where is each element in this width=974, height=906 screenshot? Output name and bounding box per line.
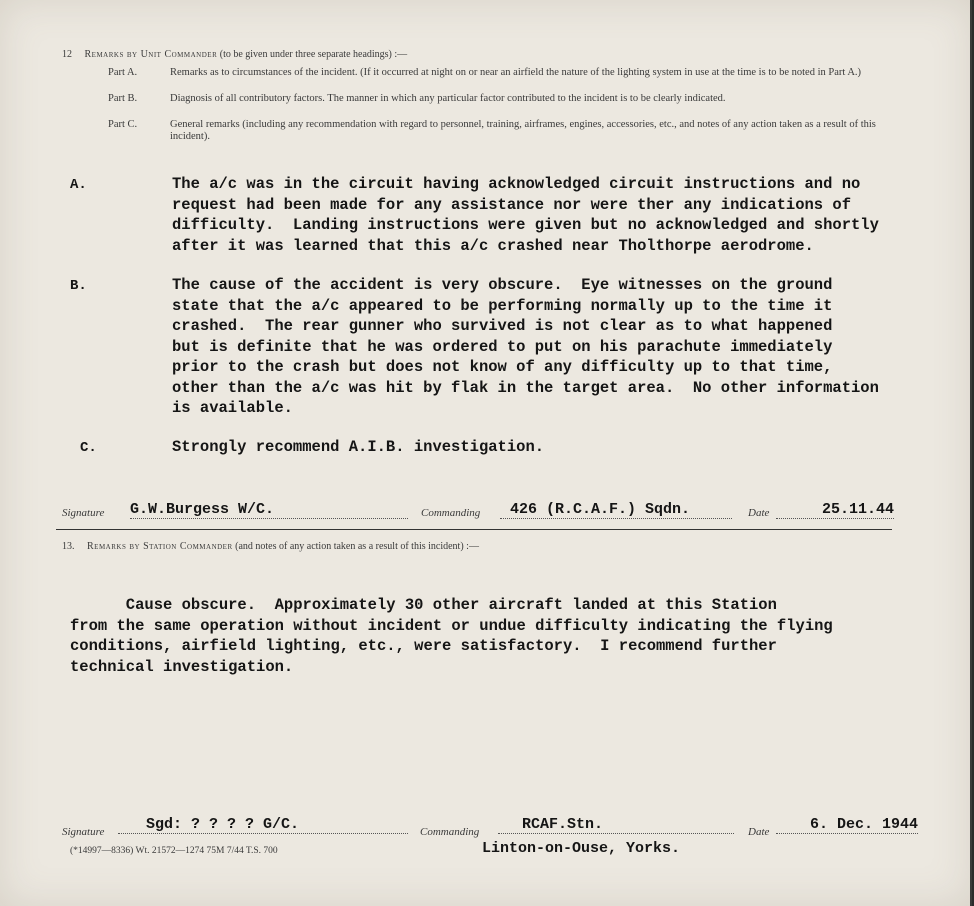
remark-c-text	[172, 437, 544, 458]
s13-station-location: Linton-on-Ouse, Yorks.	[482, 840, 681, 857]
part-a-label: Part A.	[108, 67, 138, 78]
remark-b-line: is available.	[172, 399, 293, 417]
section-12-header	[62, 49, 407, 60]
section-13-heading: Remarks by Station Commander	[87, 541, 233, 552]
s13-date-value: 6. Dec. 1944	[776, 816, 918, 834]
remark-a-letter: A.	[70, 177, 87, 193]
remark-b-letter: B.	[70, 278, 87, 294]
s13-date-label: Date	[748, 826, 770, 838]
part-b-text: Diagnosis of all contributory factors. The manner in which any particular factor contributed to the incident is to be clearly indicated.	[170, 93, 726, 104]
part-c-label: Part C.	[108, 119, 138, 130]
section-12-heading-note: (to be given under three separate headings) :—	[219, 49, 408, 60]
page-edge	[970, 0, 972, 906]
remark-a-line: request had been made for any assistance nor were ther any indications of	[172, 195, 852, 214]
station-remark-line: Cause obscure. Approximately 30 other aircraft landed at this Station	[70, 596, 777, 614]
station-remark-line: conditions, airfield lighting, etc., were satisfactory. I recommend further	[70, 637, 777, 655]
section-13-heading-note: (and notes of any action taken as a result of this incident) :—	[235, 541, 479, 552]
part-b-label: Part B.	[108, 93, 138, 104]
remark-b-line: other than the a/c was hit by flak in the target area. No other information	[172, 378, 879, 397]
remark-a-line: The a/c was in the circuit having acknowledged circuit instructions and no	[172, 175, 861, 193]
remark-b-line: but is definite that he was ordered to put on his parachute immediately	[172, 337, 833, 356]
s13-signature-value: Sgd: ? ? ? ? G/C.	[118, 816, 408, 834]
section-12-heading: Remarks by Unit Commander	[84, 49, 218, 60]
footer-print-code: (*14997—8336) Wt. 21572—1274 75M 7/44 T.S. 700	[70, 846, 278, 856]
remark-c-line: Strongly recommend A.I.B. investigation.	[172, 438, 545, 456]
remark-b-line: crashed. The rear gunner who survived is not clear as to what happened	[172, 317, 833, 335]
remark-b-text	[172, 275, 879, 419]
section-13-number: 13.	[62, 541, 75, 552]
part-a-text: Remarks as to circumstances of the incident. (If it occurred at night on or near an airfield the nature of the lighting system in use at the time is to be noted in Part A.)	[170, 67, 862, 78]
remark-a-line: difficulty. Landing instructions were given but no acknowledged and shortly	[172, 216, 879, 234]
station-remarks-text	[70, 595, 833, 677]
remark-c-letter: C.	[80, 440, 97, 456]
remark-a-line: after it was learned that this a/c crashed near Tholthorpe aerodrome.	[172, 236, 814, 255]
station-remark-line: from the same operation without incident or undue difficulty indicating the flying	[70, 616, 833, 635]
section-divider	[56, 529, 892, 530]
station-remark-line: technical investigation.	[70, 657, 294, 676]
remark-a-text	[172, 174, 879, 256]
s12-signature-value: G.W.Burgess W/C.	[130, 501, 408, 519]
s12-signature-label: Signature	[62, 507, 105, 519]
s12-commanding-label: Commanding	[421, 507, 481, 519]
s12-date-label: Date	[748, 507, 770, 519]
remark-b-line: state that the a/c appeared to be performing normally up to the time it	[172, 296, 833, 315]
part-c-text: General remarks (including any recommendation with regard to personnel, training, airframes, engines, accessories, etc., and notes of any action taken as a result of this incident).	[170, 119, 876, 142]
s12-date-value: 25.11.44	[776, 501, 894, 519]
section-12-number: 12	[62, 49, 72, 60]
s12-commanding-value: 426 (R.C.A.F.) Sqdn.	[500, 501, 732, 519]
s13-signature-label: Signature	[62, 826, 105, 838]
section-13-header	[62, 541, 479, 552]
s13-commanding-label: Commanding	[420, 826, 480, 838]
s13-commanding-value: RCAF.Stn.	[498, 816, 734, 834]
remark-b-line: The cause of the accident is very obscure. Eye witnesses on the ground	[172, 276, 833, 294]
remark-b-line: prior to the crash but does not know of any difficulty up to that time,	[172, 358, 833, 376]
